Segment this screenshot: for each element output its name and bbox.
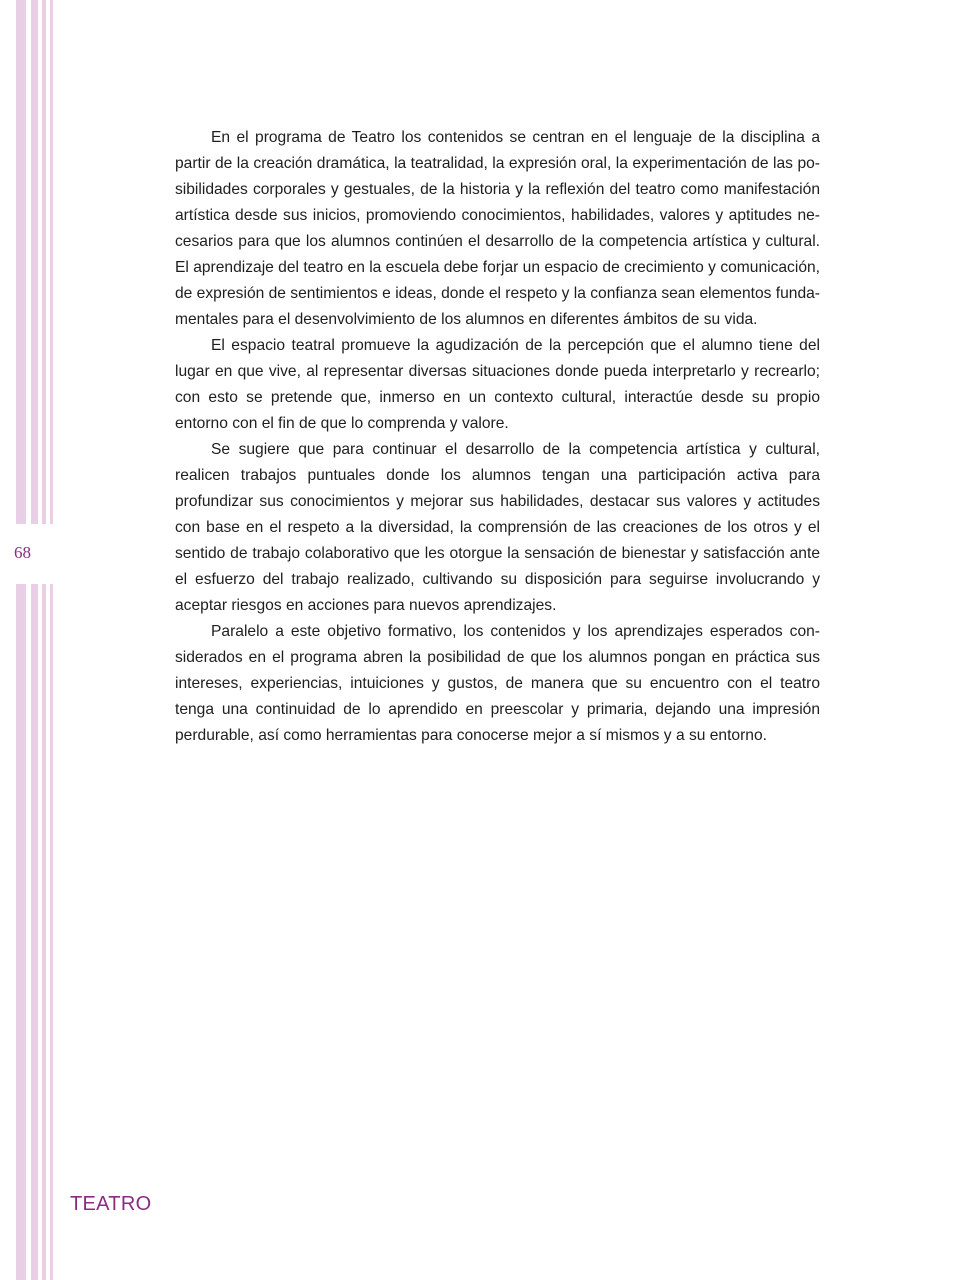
body-text: [175, 125, 820, 749]
page-number: 68: [14, 543, 31, 562]
paragraph-1: En el programa de Teatro los contenidos se centran en el lenguaje de la disciplina a partir de la creación dramática, la teatralidad, la expresión oral, la experimentación de las posibilidades corporales y gestuales, de la historia y la reflexión del teatro como manifestación artística desde sus inicios, promoviendo conocimientos, habilidades, valores y aptitudes necesarios para que los alumnos continúen el desarrollo de la competencia artística y cultural. El aprendizaje del teatro en la escuela debe forjar un espacio de crecimiento y comunicación, de expresión de sentimientos e ideas, donde el respeto y la confianza sean elementos fundamentales para el desenvolvimiento de los alumnos en diferentes ámbitos de su vida.: [175, 129, 820, 328]
stripe: [50, 584, 53, 1280]
paragraph-2: El espacio teatral promueve la agudización de la percepción que el alumno tiene del lugar en que vive, al representar diversas situaciones donde pueda interpretarlo y recrearlo; con esto se pretende que, inmerso en un contexto cultural, interactúe desde su propio entorno con el fin de que lo comprenda y valore.: [175, 337, 820, 432]
decorative-stripes-top: [0, 0, 60, 524]
stripe: [50, 0, 53, 524]
paragraph-4: Paralelo a este objetivo formativo, los contenidos y los aprendizajes esperados considerados en el programa abren la posibilidad de que los alumnos pongan en práctica sus intereses, experiencias, intuiciones y gustos, de manera que su encuentro con el teatro tenga una continuidad de lo aprendido en preescolar y primaria, dejando una impresión perdurable, así como herramientas para conocerse mejor a sí mismos y a su entorno.: [175, 623, 820, 744]
stripe: [16, 0, 26, 524]
stripe: [42, 584, 46, 1280]
decorative-stripes-bottom: [0, 584, 60, 1280]
stripe: [16, 584, 26, 1280]
stripe: [31, 584, 38, 1280]
paragraph-3: Se sugiere que para continuar el desarrollo de la competencia artística y cultural, realicen trabajos puntuales donde los alumnos tengan una participación activa para profundizar sus conocimientos y mejorar sus habilidades, destacar sus valores y actitudes con base en el respeto a la diversidad, la comprensión de las creaciones de los otros y el sentido de trabajo colaborativo que les otorgue la sensación de bienestar y satisfacción ante el esfuerzo del trabajo realizado, cultivando su disposición para seguirse involucrando y aceptar riesgos en acciones para nuevos aprendizajes.: [175, 441, 820, 614]
stripe: [42, 0, 46, 524]
stripe: [31, 0, 38, 524]
section-label: TEATRO: [70, 1193, 152, 1215]
